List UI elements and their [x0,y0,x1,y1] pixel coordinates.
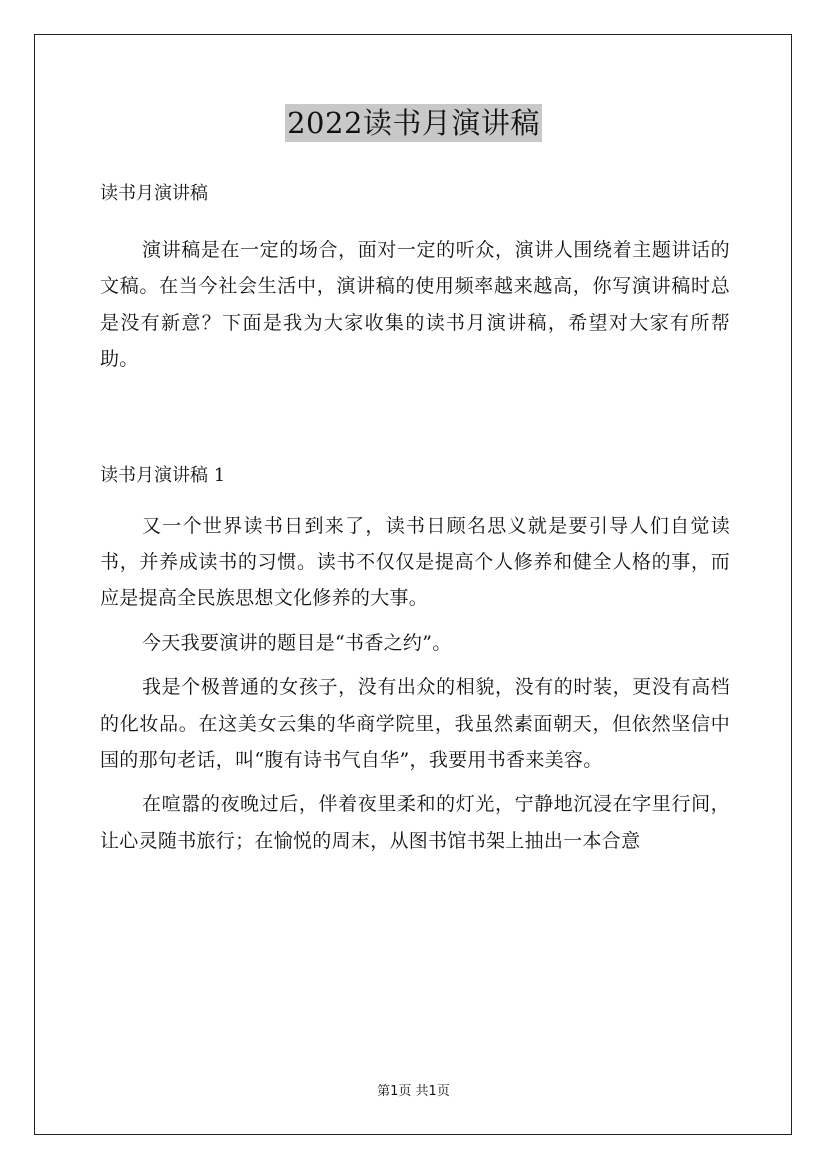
paragraph: 今天我要演讲的题目是“书香之约”。 [142,631,452,654]
document-body [100,176,730,859]
paragraph: 又一个世界读书日到来了，读书日顾名思义就是要引导人们自觉读书，并养成读书的习惯。读书不仅仅是提高个人修养和健全人格的事，而应是提高全民族思想文化修养的大事。 [100,514,730,610]
document-title: 2022读书月演讲稿 [287,106,540,140]
section-heading: 读书月演讲稿 [100,183,208,204]
page-number-label: 第1页 共1页 [377,1084,450,1099]
paragraph: 在喧嚣的夜晚过后，伴着夜里柔和的灯光，宁静地沉浸在字里行间，让心灵随书旅行；在愉悦的周末，从图书馆书架上抽出一本合意 [100,793,730,852]
paragraph: 我是个极普通的女孩子，没有出众的相貌，没有的时装，更没有高档的化妆品。在这美女云集的华商学院里，我虽然素面朝天，但依然坚信中国的那句老话，叫“腹有诗书气自华”，我要用书香来美容。 [100,676,730,772]
paragraph: 演讲稿是在一定的场合，面对一定的听众，演讲人围绕着主题讲话的文稿。在当今社会生活中，演讲稿的使用频率越来越高，你写演讲稿时总是没有新意？下面是我为大家收集的读书月演讲稿，希望对大家有所帮助。 [100,239,730,371]
section-heading: 读书月演讲稿 1 [100,464,226,486]
document-title-wrapper [0,104,827,142]
page-footer [0,1083,827,1101]
